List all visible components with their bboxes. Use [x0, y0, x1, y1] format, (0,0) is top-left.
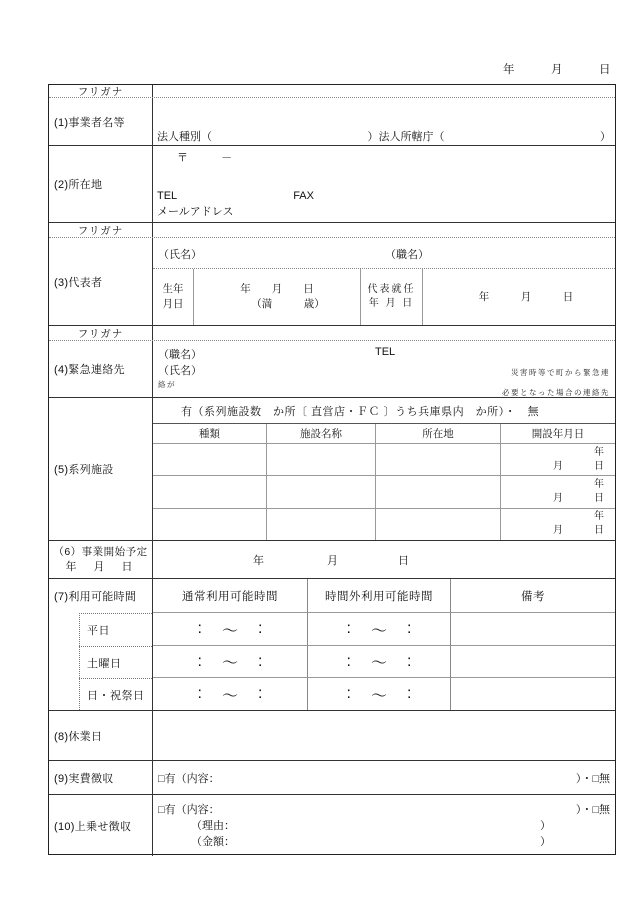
open-month-label: 月 [553, 492, 563, 504]
weekday-normal-time-field [153, 613, 308, 646]
facility-kind-cell [153, 509, 267, 540]
open-day-label: 日 [594, 492, 604, 504]
saturday-label-cell [49, 646, 153, 678]
section-10-label: (10)上乗せ徴収 [49, 795, 153, 856]
reason-close-paren: ） [540, 819, 551, 832]
emergency-note-line2: 必要となった場合の連絡先 [502, 388, 610, 397]
birth-ymd: 年 月 日 [240, 283, 314, 295]
emergency-title-label: （職名） [158, 349, 202, 361]
facility-name-cell [267, 444, 376, 475]
sunday-overtime-field [308, 678, 451, 710]
facility-row-2 [153, 476, 615, 508]
hours-row-saturday [49, 646, 615, 678]
additional-charge-content-line [158, 802, 610, 818]
emergency-name-label: （氏名） [158, 365, 202, 377]
section-2-address [49, 146, 615, 223]
actual-cost-field [153, 761, 615, 794]
section-7-label: (7)利用可能時間 [49, 579, 153, 613]
facility-kind-cell [153, 444, 267, 475]
section-5-label: (5)系列施設 [49, 398, 153, 540]
time-colon: : [346, 652, 351, 670]
corp-type-line [153, 128, 615, 145]
open-month-label: 月 [553, 460, 563, 472]
emergency-contact-field [153, 341, 615, 397]
representative-field [153, 238, 615, 325]
affiliated-facilities-field [153, 398, 615, 540]
additional-charge-amount-line [158, 834, 610, 850]
start-day-label: 日 [398, 555, 409, 567]
rep-name-line [153, 238, 615, 268]
section-7-available-hours [49, 579, 615, 613]
birth-label-line1: 生年 [162, 283, 184, 295]
birth-date-header [153, 269, 194, 325]
col-header-notes: 備考 [451, 579, 615, 613]
tel-fax-line [157, 190, 615, 202]
furigana-label-3: フリガナ [49, 326, 153, 340]
postal-dash: － [221, 152, 233, 164]
time-colon: : [197, 652, 202, 670]
section-3-label: (3)代表者 [49, 238, 153, 325]
section-9-label: (9)実費徴収 [49, 761, 153, 794]
additional-charge-field [153, 795, 615, 856]
facility-open-date-cell [501, 444, 615, 475]
facility-location-cell [376, 476, 501, 507]
section-4-emergency-contact [49, 341, 615, 398]
furigana-row-3 [49, 326, 615, 341]
section-10-additional-charge [49, 795, 615, 856]
time-colon: : [258, 652, 263, 670]
assumption-date-field [423, 269, 615, 325]
time-colon: : [407, 620, 412, 637]
postal-line [177, 149, 615, 165]
open-month-label: 月 [553, 525, 563, 537]
rep-title-label: （職名） [385, 249, 429, 261]
rep-name-label: （氏名） [158, 249, 202, 261]
section-8-closed-days [49, 711, 615, 761]
weekday-label: 平日 [79, 613, 152, 646]
time-colon: : [407, 652, 412, 670]
sunday-notes-field [451, 678, 615, 710]
open-year-label: 年 [594, 511, 604, 523]
time-tilde: ～ [221, 655, 238, 672]
col-header-kind: 種類 [153, 424, 267, 443]
start-year-label: 年 [253, 555, 264, 567]
weekday-overtime-field [308, 613, 451, 646]
start-month-label: 月 [327, 555, 338, 567]
weekday-notes-field [451, 613, 615, 646]
assumption-date-header [360, 269, 423, 325]
amount-close-paren: ） [540, 835, 551, 848]
emergency-note-fragment: 絡が [158, 380, 176, 389]
time-colon: : [407, 685, 412, 702]
furigana-label-2: フリガナ [49, 223, 153, 237]
section-6-label-line2: 年 月 日 [65, 560, 136, 573]
time-colon: : [197, 685, 202, 702]
birth-label-line2: 月日 [162, 298, 184, 310]
facilities-header-row [153, 424, 615, 444]
birth-age: （満 歳） [251, 298, 325, 310]
furigana-field-3 [153, 326, 615, 340]
facility-location-cell [376, 444, 501, 475]
facility-open-date-cell [501, 509, 615, 540]
start-date-field [153, 541, 615, 578]
reason-label: （理由： [191, 819, 235, 832]
business-name-field [153, 98, 615, 145]
saturday-notes-field [451, 646, 615, 678]
col-header-location: 所在地 [376, 424, 501, 443]
section-9-actual-cost [49, 761, 615, 795]
section-5-affiliated-facilities [49, 398, 615, 541]
section-8-label: (8)休業日 [49, 711, 153, 760]
section-6-start-date [49, 541, 615, 579]
saturday-normal-time-field [153, 646, 308, 678]
saturday-label: 土曜日 [79, 646, 152, 678]
time-tilde: ～ [370, 655, 387, 672]
hours-row-sunday-holiday [49, 678, 615, 711]
affiliation-availability-line: 有（系列施設数 か所〔 直営店・ＦＣ 〕うち兵庫県内 か所）・ 無 [153, 398, 615, 424]
assume-ymd: 年 月 日 [478, 290, 574, 303]
emergency-tel-label: TEL [375, 346, 396, 358]
time-tilde: ～ [221, 687, 238, 705]
furigana-field-2 [153, 223, 615, 237]
open-year-label: 年 [594, 478, 604, 490]
time-colon: : [258, 620, 263, 637]
facility-open-date-cell [501, 476, 615, 507]
sunday-label-cell [49, 678, 153, 710]
rep-birth-row [153, 268, 615, 325]
email-label: メールアドレス [157, 206, 234, 218]
postal-mark: 〒 [177, 152, 188, 164]
facility-row-1 [153, 444, 615, 476]
time-tilde: ～ [370, 622, 387, 640]
section-2-label: (2)所在地 [49, 146, 153, 222]
hours-header-row [153, 579, 615, 613]
time-colon: : [258, 685, 263, 702]
col-header-normal-hours: 通常利用可能時間 [153, 579, 308, 613]
fax-label: FAX [293, 190, 314, 202]
actual-cost-no-checkbox-label: ）・□無 [575, 772, 610, 785]
saturday-overtime-field [308, 646, 451, 678]
section-1-label: (1)事業者名等 [49, 98, 153, 145]
furigana-row-2 [49, 223, 615, 238]
section-6-label-line1: （6）事業開始予定 [53, 545, 148, 558]
corp-agency-label: ）法人所轄庁（ [367, 131, 445, 143]
col-header-open-date: 開設年月日 [531, 428, 585, 440]
date-month-label: 月 [551, 64, 563, 76]
facility-row-3 [153, 509, 615, 540]
date-day-label: 日 [599, 64, 611, 76]
additional-yes-checkbox-label: □有（内容： [158, 803, 220, 816]
section-1-business-name [49, 98, 615, 146]
time-colon: : [197, 620, 202, 637]
weekday-label-cell [49, 613, 153, 646]
facilities-table [153, 424, 615, 540]
closed-days-field [153, 711, 615, 760]
birth-date-field [194, 269, 360, 325]
corp-type-label: 法人種別（ [157, 131, 212, 143]
facility-name-cell [267, 476, 376, 507]
assume-label-line2: 年 月 日 [368, 298, 415, 309]
tel-label: TEL [157, 190, 178, 202]
furigana-label-1: フリガナ [49, 85, 153, 97]
corp-close-paren: ） [600, 131, 611, 143]
date-line [48, 61, 616, 77]
furigana-row-1 [49, 85, 615, 98]
additional-charge-reason-line [158, 818, 610, 834]
amount-label: （金額： [191, 835, 235, 848]
time-tilde: ～ [370, 687, 387, 705]
assume-label-line1: 代表就任 [367, 284, 416, 295]
facility-name-cell [267, 509, 376, 540]
emergency-note-line1: 災害時等で町から緊急連 [511, 368, 610, 377]
section-3-representative [49, 238, 615, 326]
facility-location-cell [376, 509, 501, 540]
furigana-field-1 [153, 85, 615, 97]
open-year-label: 年 [594, 446, 604, 458]
additional-no-checkbox-label: ）・□無 [575, 803, 610, 816]
facility-kind-cell [153, 476, 267, 507]
address-field [153, 146, 615, 222]
application-form-table [48, 84, 616, 855]
col-header-overtime-hours: 時間外利用可能時間 [308, 579, 451, 613]
time-colon: : [346, 620, 351, 637]
time-tilde: ～ [221, 622, 238, 640]
hours-row-weekday [49, 613, 615, 646]
actual-cost-yes-checkbox-label: □有（内容： [158, 772, 220, 785]
section-6-label [49, 541, 153, 578]
sunday-normal-time-field [153, 678, 308, 710]
date-year-label: 年 [503, 64, 515, 76]
col-header-facility-name: 施設名称 [267, 424, 376, 443]
sunday-holiday-label: 日・祝祭日 [79, 678, 152, 710]
open-day-label: 日 [594, 525, 604, 537]
open-day-label: 日 [594, 460, 604, 472]
section-4-label: (4)緊急連絡先 [49, 341, 153, 397]
time-colon: : [346, 685, 351, 702]
